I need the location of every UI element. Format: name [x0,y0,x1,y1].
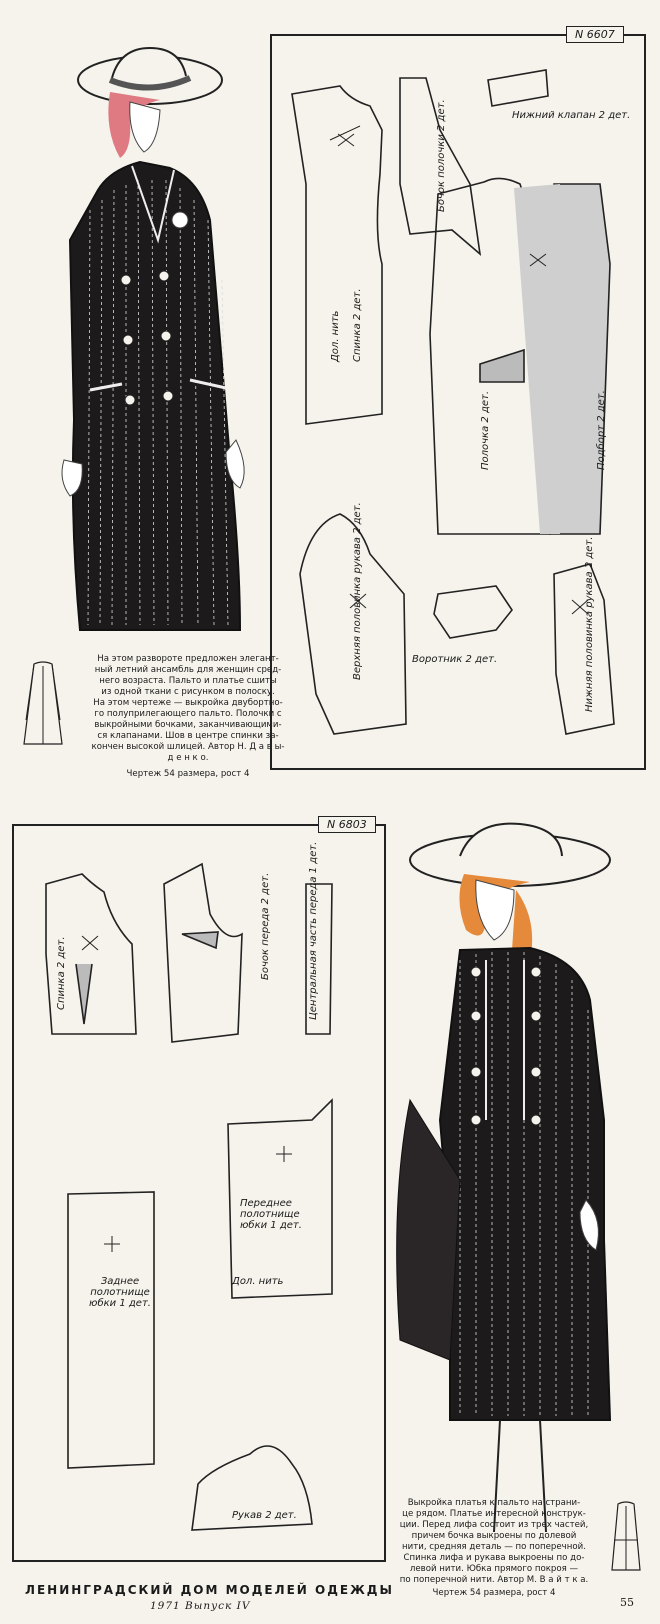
piece-label-back: Спинка 2 дет. [56,936,67,1010]
piece-label-facing: Подборт 2 дет. [596,390,607,470]
coat-illustration [40,40,270,680]
piece-label-back-skirt: Заднее полотнище юбки 1 дет. [89,1276,151,1309]
dress-scale-note: Чертеж 54 размера, рост 4 [432,1588,556,1598]
piece-label-side-front: Бочок полочки 2 дет. [436,99,447,212]
page-number: 55 [620,1596,634,1609]
piece-label-front-skirt: Переднее полотнище юбки 1 дет. [240,1198,302,1231]
piece-label-sleeve: Рукав 2 дет. [232,1510,297,1521]
piece-label-front: Полочка 2 дет. [480,390,491,470]
dress-illustration [390,820,650,1550]
coat-description: На этом развороте предложен элегант- ный летний ансамбль для женщин сред- него возраста. Пальто и платье сшиты из одной ткани с рисунком в полоску. На этом чертеже — выкройка двубортно- го полуприлегающего пальто. Полочки с выкройными бочками, заканчивающими- ся клапанами. Шов в центре спинки за- кончен высокой шлицей. Автор Н. Д а в ы- д е н к о. Чертеж 54 размера, рост 4 [88,654,288,780]
grain-label: Дол. нить [330,310,341,362]
piece-label-center-front: Центральная часть переда 1 дет. [308,841,319,1020]
piece-label-upper-sleeve: Верхняя половинка рукава 2 дет. [352,502,363,680]
piece-label-back: Спинка 2 дет. [352,288,363,362]
coat-scale-note: Чертеж 54 размера, рост 4 [126,769,250,779]
piece-label-side-front: Бочок переда 2 дет. [260,872,271,980]
dress-thumbnail [606,1500,646,1576]
dress-pattern-number: N 6803 [318,816,376,833]
coat-thumbnail [18,660,68,748]
piece-label-lower-flap: Нижний клапан 2 дет. [512,110,631,121]
dress-description: Выкройка платья к пальто на страни- це рядом. Платье интересной конструк- ции. Перед лифа состоит из трех частей, причем бочка выкроены по долевой нити, средняя деталь — по поперечной. Спинка лифа и рукава выкроены по до- левой нити. Юбка прямого покроя — по поперечной нити. Автор М. В а й т к а. Чертеж 54 размера, рост 4 [394,1498,594,1599]
dress-pattern-drawing [12,824,386,1562]
grain-label: Дол. нить [232,1276,284,1287]
issue-line: 1971 Выпуск IV [150,1600,251,1612]
piece-label-collar: Воротник 2 дет. [412,654,498,665]
coat-pattern-number: N 6607 [566,26,624,43]
publisher-name: ЛЕНИНГРАДСКИЙ ДОМ МОДЕЛЕЙ ОДЕЖДЫ [25,1583,394,1597]
piece-label-under-sleeve: Нижняя половинка рукава 2 дет. [584,536,595,712]
